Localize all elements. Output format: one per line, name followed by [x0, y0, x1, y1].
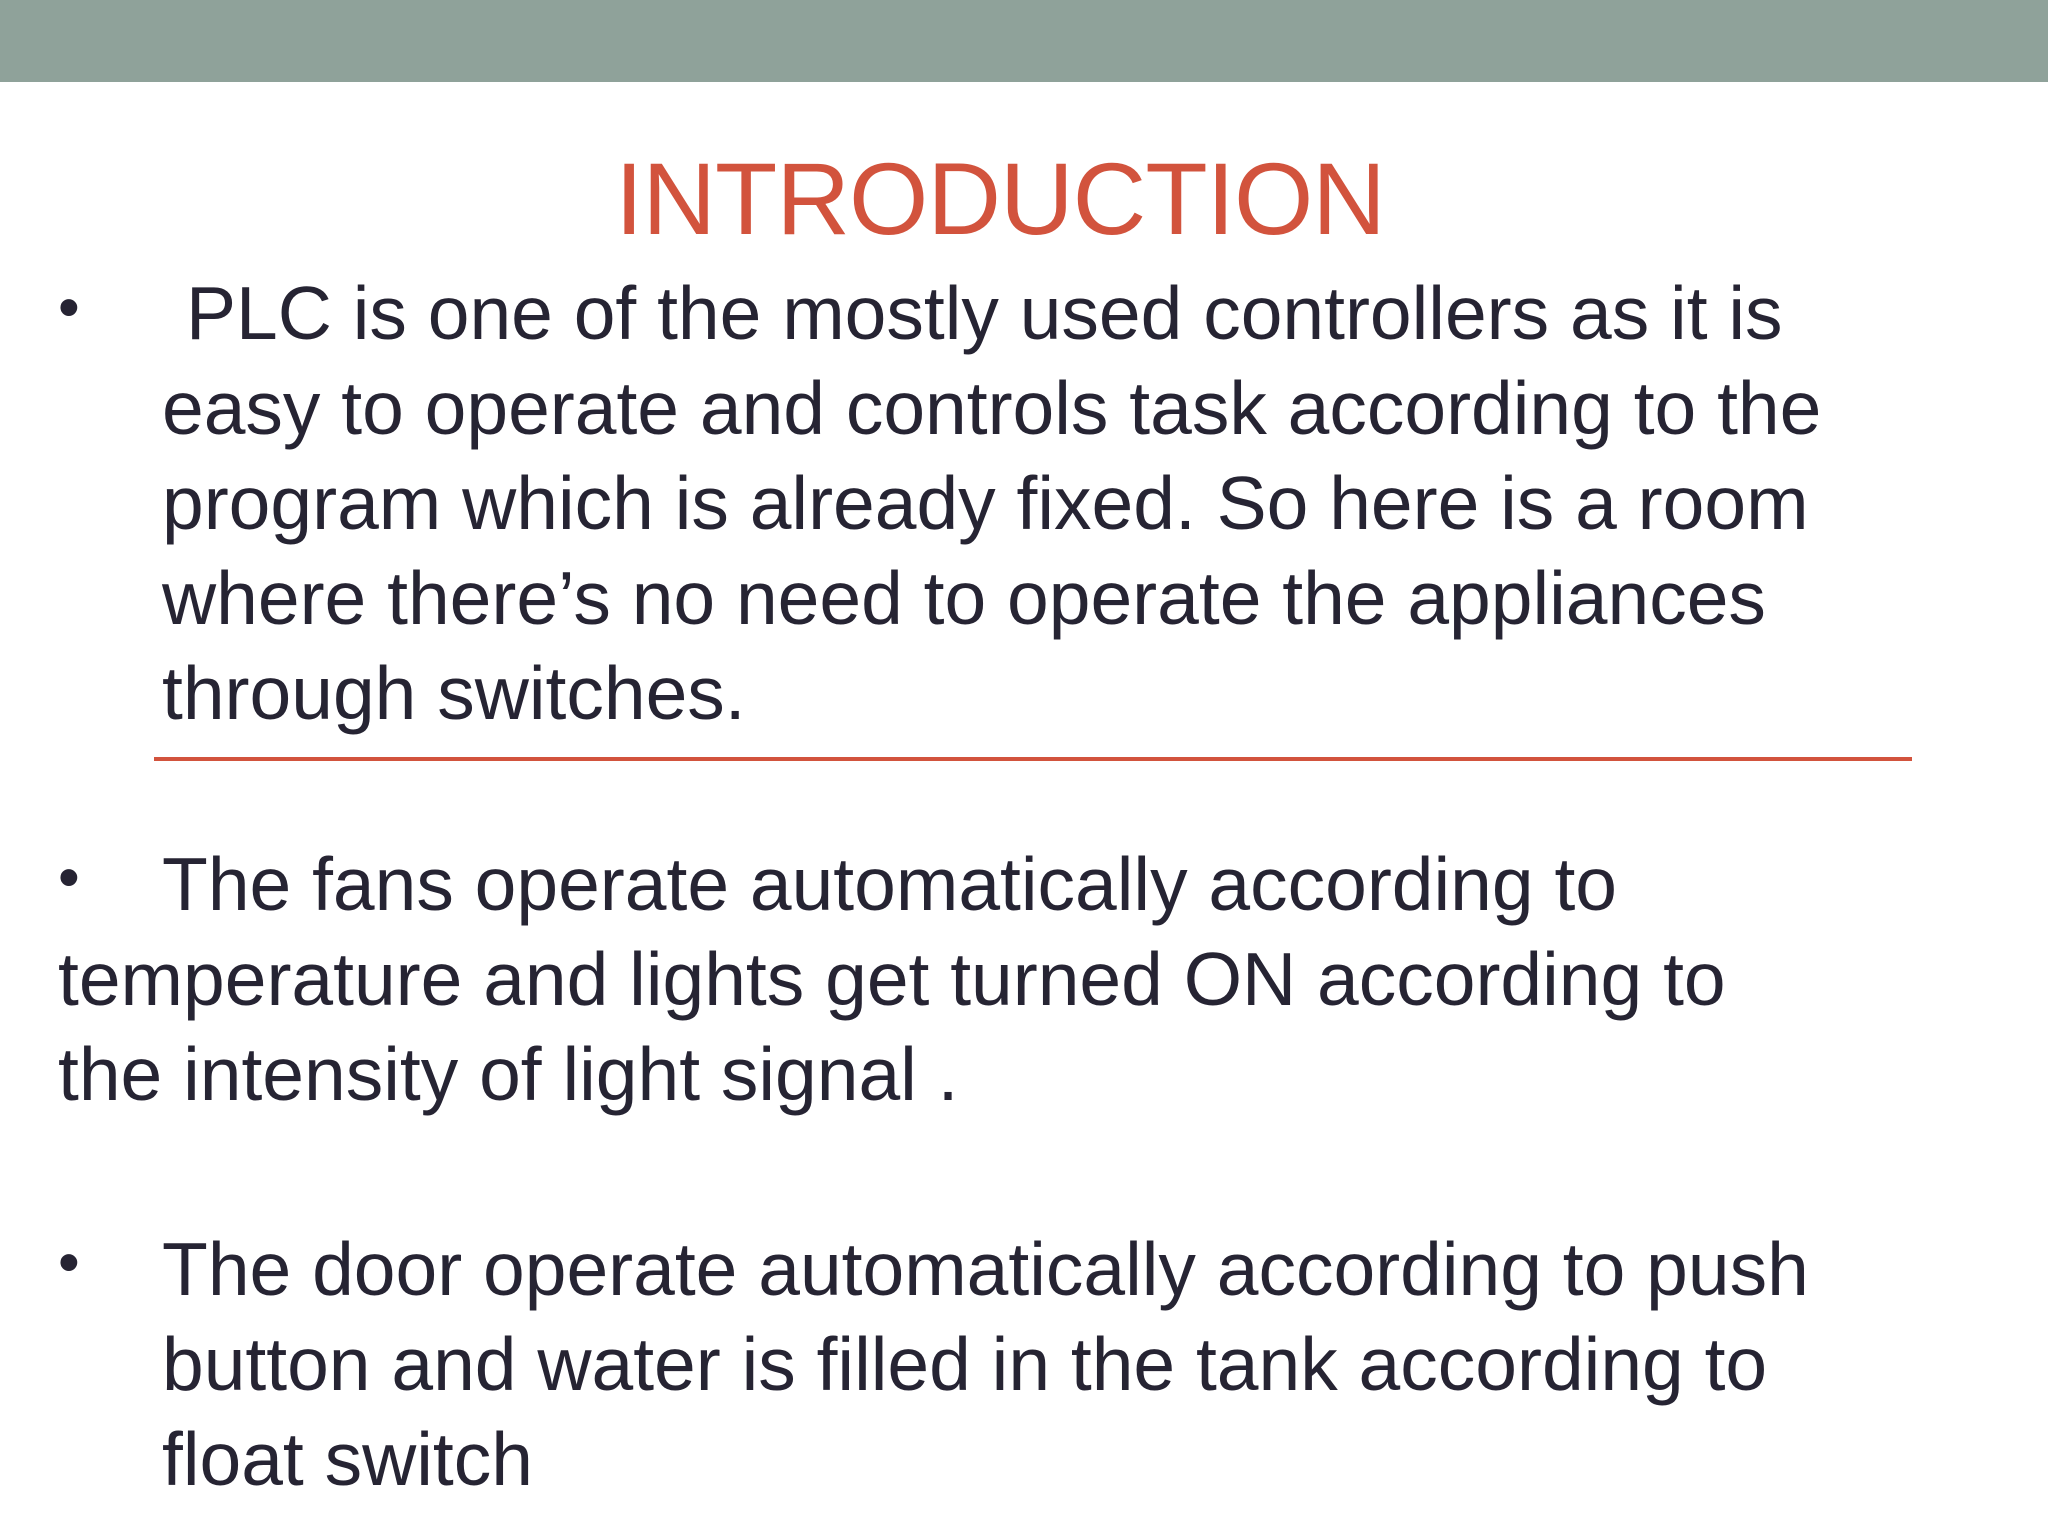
bullet-marker-1: •	[58, 273, 80, 342]
bullet-paragraph-3	[162, 1222, 2022, 1507]
bullet-marker-2: •	[58, 843, 80, 912]
bullet-paragraph-1	[162, 266, 2022, 741]
bullet-3-line-2: button and water is filled in the tank according to	[162, 1322, 1768, 1406]
bullet-2-line-2: temperature and lights get turned ON according to	[58, 937, 1726, 1021]
bullet-paragraph-2	[58, 837, 2018, 1122]
bullet-3-line-1: The door operate automatically according to push	[162, 1227, 1809, 1311]
bullet-1-line-2: easy to operate and controls task according to the	[162, 366, 1822, 450]
header-band	[0, 0, 2048, 82]
section-divider	[154, 757, 1912, 761]
bullet-2-line-3: the intensity of light signal .	[58, 1032, 959, 1116]
bullet-3-line-3: float switch	[162, 1417, 533, 1501]
bullet-1-line-1: PLC is one of the mostly used controllers as it is	[186, 271, 1783, 355]
bullet-1-line-5: through switches.	[162, 651, 746, 735]
slide-title: INTRODUCTION	[615, 142, 1385, 256]
bullet-2-line-1: The fans operate automatically according to	[162, 842, 1617, 926]
bullet-1-line-4: where there’s no need to operate the appliances	[162, 556, 1766, 640]
bullet-1-line-3: program which is already fixed. So here is a room	[162, 461, 1809, 545]
bullet-marker-3: •	[58, 1228, 80, 1297]
